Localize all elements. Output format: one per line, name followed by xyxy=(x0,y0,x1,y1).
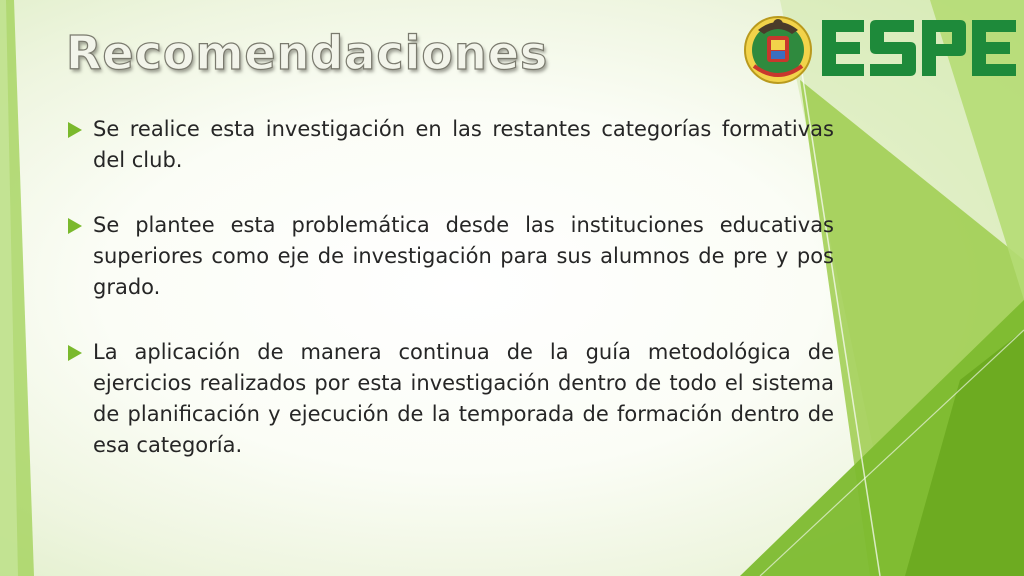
crest-emblem-icon xyxy=(740,10,816,86)
espe-logo xyxy=(740,10,1020,86)
list-item xyxy=(66,337,834,461)
triangle-right-icon xyxy=(68,345,82,361)
bullet-text: Se plantee esta problemática desde las instituciones educativas superiores como eje de investigación para sus alumnos de pre y pos grado. xyxy=(93,213,834,299)
triangle-right-icon xyxy=(68,218,82,234)
list-item xyxy=(66,210,834,303)
slide-title: Recomendaciones xyxy=(66,26,549,80)
bullet-text: La aplicación de manera continua de la guía metodológica de ejercicios realizados por esta investigación dentro de todo el sistema de planificación y ejecución de la temporada de formación dentro de esa categoría. xyxy=(93,340,834,457)
recommendations-list xyxy=(66,114,834,495)
list-item xyxy=(66,114,834,176)
bullet-text: Se realice esta investigación en las restantes categorías formativas del club. xyxy=(93,117,834,172)
triangle-right-icon xyxy=(68,122,82,138)
